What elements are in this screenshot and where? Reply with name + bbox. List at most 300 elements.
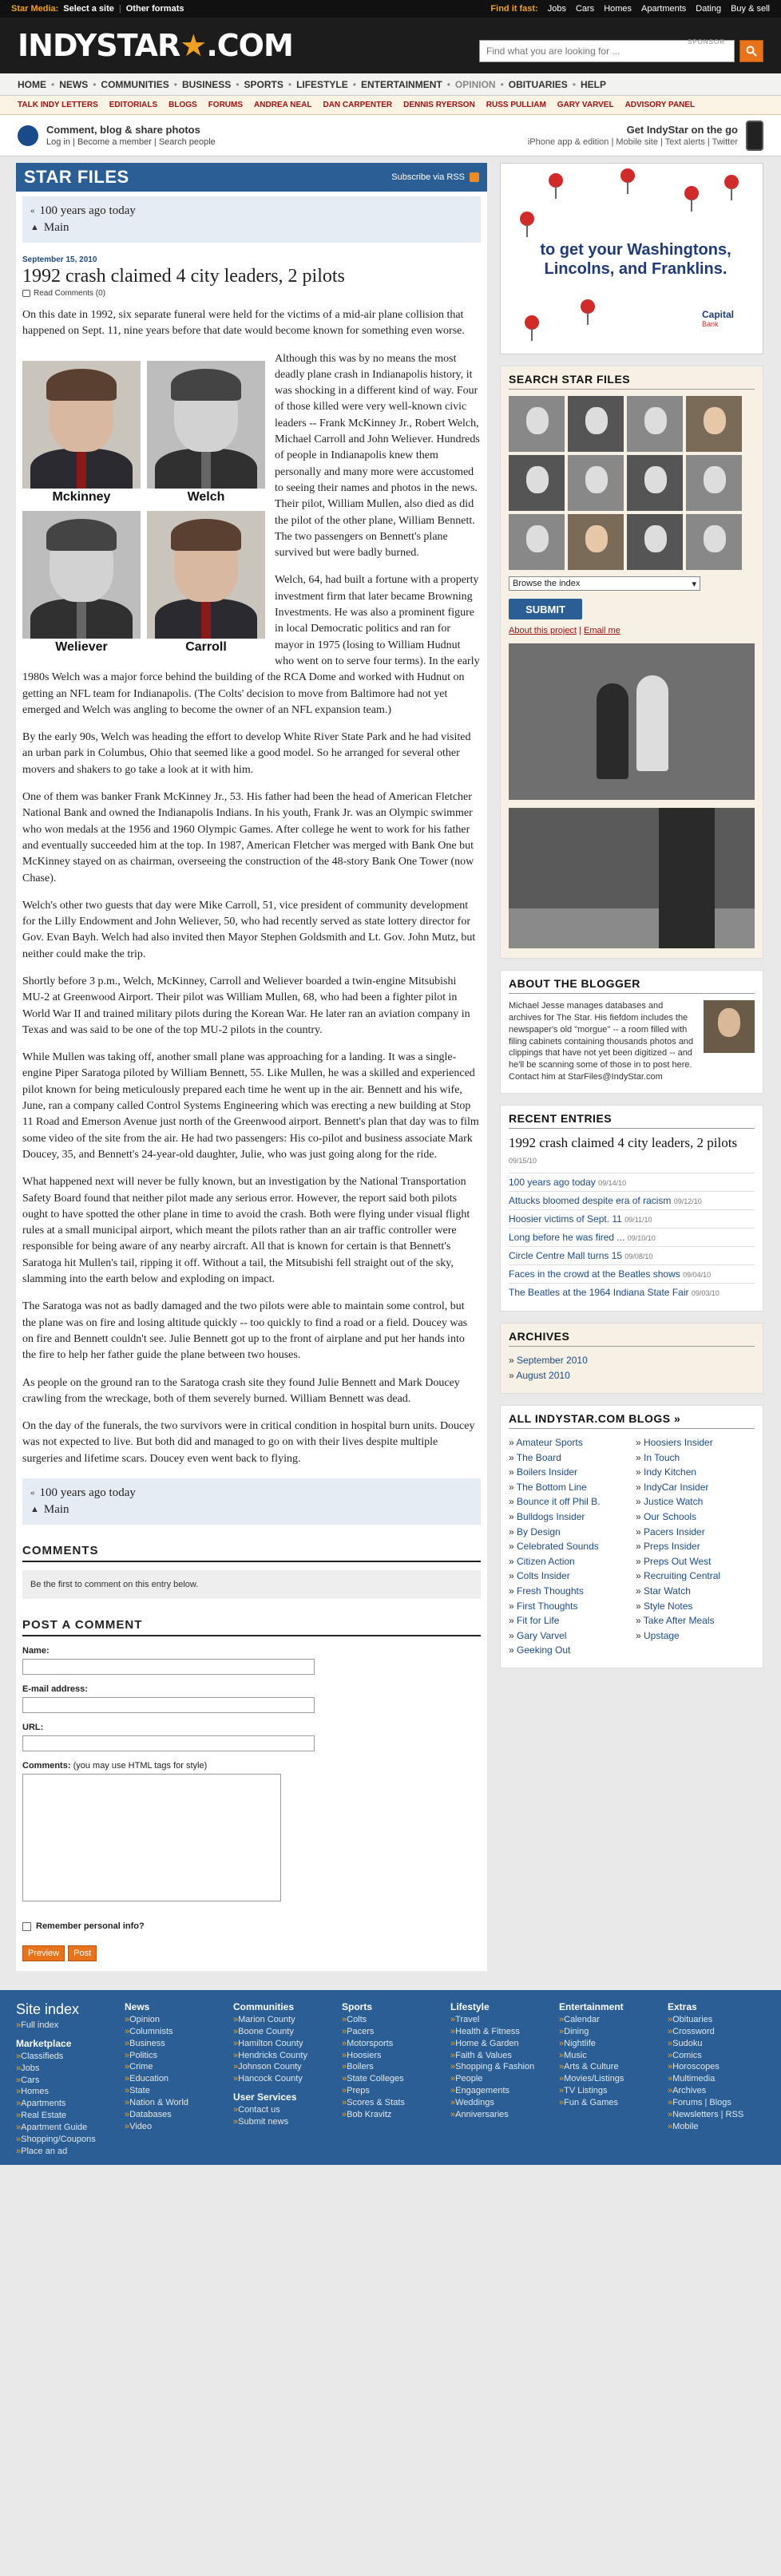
nav-dot: • [446, 78, 450, 90]
sidebar [500, 163, 763, 1971]
nav-obituaries[interactable]: OBITUARIES [508, 78, 568, 90]
select-site-link[interactable]: Select a site [63, 4, 114, 14]
url-label: URL: [22, 1723, 44, 1732]
comments-heading: COMMENTS [22, 1544, 481, 1562]
archive-month-label: September 2010 [517, 1354, 588, 1366]
blogs-right-column [636, 1435, 755, 1658]
footer-link[interactable]: » Submit news [233, 2116, 331, 2128]
blog-link[interactable]: » IndyCar Insider [636, 1481, 709, 1493]
browse-index-select[interactable] [509, 576, 700, 591]
recent-entry-title: Attucks bloomed despite era of racism [509, 1194, 672, 1206]
footer-link[interactable]: » State Colleges [342, 2073, 439, 2085]
footer-col-extras [668, 2001, 765, 2157]
about-the-blogger [500, 970, 763, 1094]
blog-link[interactable]: » Amateur Sports [509, 1437, 583, 1449]
blog-link[interactable]: » Upstage [636, 1629, 680, 1641]
recent-entry-date: 09/10/10 [627, 1233, 656, 1242]
archive-month[interactable]: » August 2010 [509, 1369, 570, 1381]
nav-business[interactable]: BUSINESS [181, 78, 232, 90]
footer-link[interactable]: » Pacers [342, 2026, 439, 2038]
entry-date: September 15, 2010 [22, 255, 97, 264]
top-link-apartments[interactable]: Apartments [641, 4, 687, 14]
subnav-russ-pulliam[interactable]: RUSS PULLIAM [486, 101, 546, 109]
footer-link[interactable]: » Shopping & Fashion [450, 2061, 548, 2073]
footer-link[interactable]: » Columnists [125, 2026, 222, 2038]
archive-thumb[interactable] [568, 514, 624, 570]
blogger-bio: Michael Jesse manages databases and archives for The Star. His fiefdom includes the newspaper's old "morgue" -- a room filled with filing cabinets containing thousands photos and clippings that have not yet been digitized -- and he'll be scanning some of those in to post here. Contact him at StarFiles@IndyStar.com [509, 1001, 694, 1082]
footer-link[interactable]: » Hamilton County [233, 2038, 331, 2050]
blog-link[interactable]: » Preps Insider [636, 1541, 700, 1553]
footer-link[interactable]: » Boilers [342, 2061, 439, 2073]
photo-carroll [147, 511, 265, 655]
blog-link[interactable]: » Style Notes [636, 1600, 693, 1612]
article-paragraph: On the day of the funerals, the two survivors were in critical condition in hospital burn units. Doucey was not expected to live. But both did and managed to go on with their lives despite multiple surgeries and lifetime scars. Doucey even went back to flying. [22, 1420, 475, 1465]
footer-link[interactable]: » Comics [668, 2050, 765, 2062]
archive-thumb[interactable] [509, 396, 565, 452]
main-column [16, 163, 487, 1971]
footer-link[interactable]: » State [125, 2085, 222, 2097]
main-index-link[interactable]: Main [43, 1503, 69, 1516]
recent-entry-featured[interactable] [509, 1135, 755, 1168]
footer-link[interactable]: » TV Listings [559, 2085, 656, 2097]
ad-brand-sub: Bank [701, 320, 719, 328]
archive-thumb[interactable] [686, 396, 742, 452]
footer-link[interactable]: » Archives [668, 2085, 765, 2097]
blog-link[interactable]: » Fit for Life [509, 1615, 560, 1627]
footer-link[interactable]: » Anniversaries [450, 2109, 548, 2121]
footer-link[interactable]: » Multimedia [668, 2073, 765, 2085]
archive-thumb[interactable] [686, 514, 742, 570]
all-blogs-title-text: ALL INDYSTAR.COM BLOGS [509, 1412, 671, 1426]
article-paragraph: The Saratoga was not as badly damaged and the two pilots were able to maintain some control, but the plane was on fire and losing altitude quickly -- too quickly to find a road or a field. Doucey was on fire and Bennett couldn't see. Julie Bennett got up to the front of airplane and put her hands into the fire to help her father guide the plane between two houses. [22, 1300, 468, 1362]
recent-entry-title: Circle Centre Mall turns 15 [509, 1249, 623, 1261]
subnav-andrea-neal[interactable]: ANDREA NEAL [254, 101, 312, 109]
article-paragraph: Shortly before 3 p.m., Welch, McKinney, Carroll and Weliever boarded a twin-engine Mitsubishi MU-2 at Greenwood Airport. Their pilot was William Mullen, 68, who had been a fighter pilot in World War II and trained military pilots during the Korean War. He later ran an aviation company in Texas and was said to be one of the top MU-2 pilots in the country. [22, 975, 470, 1036]
blogs-list [509, 1435, 755, 1658]
no-comments-note: Be the first to comment on this entry below. [22, 1570, 481, 1599]
nav-dot: • [93, 78, 97, 90]
post-comment-heading: POST A COMMENT [22, 1618, 481, 1636]
nav-dot: • [572, 78, 577, 90]
footer-link[interactable]: » Sudoku [668, 2038, 765, 2050]
chevron-down-icon: ▾ [692, 579, 696, 589]
blog-link[interactable]: » Citizen Action [509, 1555, 575, 1567]
footer-col-sports [342, 2001, 439, 2157]
search-star-files [500, 366, 763, 959]
top-link-jobs[interactable]: Jobs [547, 4, 566, 14]
pin-icon [520, 212, 534, 226]
article-paragraph: While Mullen was taking off, another small plane was approaching for a landing. It was a single-engine Piper Saratoga piloted by William Bennett, 55. Like Mullen, he was a skilled and experienced pilot known for being meticulously prepared each time he went up in the air. Bennett and his wife, June, ran a company called Control Systems Engineering which was erecting a new building at Stop 11 Road and Emerson Avenue just north of the Greenwood airport. Bennett's plan that day was to film some video of the site from the air. He had two passengers: His co-pilot and business associate Mark Doucey, 35, and Bennett's 24-year-old daughter, Julie, who was just going along for the ride. [22, 1051, 479, 1161]
top-link-dating[interactable]: Dating [696, 4, 722, 14]
footer-link[interactable]: » Crime [125, 2061, 222, 2073]
footer-link[interactable]: » Apartment Guide [16, 2122, 113, 2134]
nav-dot: • [500, 78, 504, 90]
blogger-info [509, 1000, 755, 1083]
footer-heading: Sports [342, 2001, 373, 2012]
nav-dot: • [236, 78, 240, 90]
article-paragraph: Although this was by no means the most deadly plane crash in Indianapolis history, it was shocking in a different kind of way. Four of those killed were very well-known civic leaders -- Frank McKinney Jr., Robert Welch, Michael Carroll and John Weliever. Hundreds of people in Indianapolis knew them personally and many more were accustomed to seeing their names and photos in the news. Their pilot, William Mullen, also died as did the pilot of the other plane, William Bennett. The two passengers on Bennett's plane survived but were badly burned. [275, 352, 480, 560]
article-paragraph: One of them was banker Frank McKinney Jr., 53. His father had been the head of American Fletcher National Bank and owned the Indianapolis Indians. In his youth, Frank Jr. was an Olympic swimmer who won medals at the 1956 and 1960 Olympic Games. After college he went to work for his father and eventually succeeded him at the top. In 1987, American Fletcher was merged with Bank One but McKinney stayed on as chairman, overseeing the construction of the 48-story Bank One Tower (now Chase). [22, 791, 474, 884]
footer-link[interactable]: » Home & Garden [450, 2038, 548, 2050]
recent-entry[interactable] [509, 1173, 755, 1191]
other-formats-link[interactable]: Other formats [125, 4, 184, 14]
ad-brand: Capital [701, 309, 734, 320]
ad-headline: to get your Washingtons, Lincolns, and Franklins. [540, 241, 731, 278]
footer-link[interactable]: » Engagements [450, 2085, 548, 2097]
pin-icon [549, 173, 563, 188]
footer-heading: Communities [233, 2001, 295, 2012]
search-button[interactable] [739, 40, 763, 62]
rss-label: Subscribe via RSS [391, 172, 465, 182]
footer-link[interactable]: » Marion County [233, 2014, 331, 2026]
archive-thumb[interactable] [509, 455, 565, 511]
site-footer [0, 1990, 781, 2165]
footer-link[interactable]: » Hoosiers [342, 2050, 439, 2062]
photo-mckinney [22, 361, 141, 505]
footer-link[interactable]: » Motorsports [342, 2038, 439, 2050]
footer-link[interactable]: » Contact us [233, 2104, 331, 2116]
footer-link[interactable]: » Homes [16, 2086, 113, 2098]
footer-heading: Marketplace [16, 2037, 72, 2049]
photo-caption: Carroll [185, 639, 227, 654]
archive-thumb[interactable] [509, 514, 565, 570]
archive-month-label: August 2010 [516, 1369, 570, 1381]
footer-col-communities [233, 2001, 331, 2157]
article-paragraph: As people on the ground ran to the Saratoga crash site they found Julie Bennett and Mark Doucey crawling from the wreckage, both of them severely burned. William Bennett was dead. [22, 1376, 460, 1405]
email-field[interactable] [22, 1697, 315, 1713]
footer-link[interactable]: » Education [125, 2073, 222, 2085]
blog-link[interactable]: » Pacers Insider [636, 1525, 705, 1537]
recent-entry[interactable] [509, 1209, 755, 1228]
double-left-arrow-icon: « [30, 1487, 35, 1498]
article-paragraph: Welch's other two guests that day were Mike Carroll, 51, vice president of community development for the Lilly Endowment and John Weliever, 50, who had recently served as state lottery director for Gov. Evan Bayh. Welch had also invited then Mayor Stephen Goldsmith and Lt. Gov. John Mutz, but neither could make the trip. [22, 899, 476, 960]
blog-link[interactable]: » Bulldogs Insider [509, 1511, 585, 1523]
footer-link[interactable]: » Forums | Blogs [668, 2097, 765, 2109]
footer-link[interactable]: » Jobs [16, 2063, 113, 2075]
comments-label-row [22, 1761, 481, 1771]
double-left-arrow-icon: « [30, 205, 35, 216]
victims-photo-grid [22, 361, 265, 655]
photo-caption: Welch [187, 489, 225, 504]
archive-thumb[interactable] [627, 514, 683, 570]
member-links [46, 124, 216, 147]
comment-icon [22, 290, 30, 297]
photo-caption: Mckinney [52, 489, 111, 504]
photo-welch [147, 361, 265, 505]
footer-link[interactable]: » Obituaries [668, 2014, 765, 2026]
portrait-image [22, 511, 141, 639]
footer-link[interactable]: » Weddings [450, 2097, 548, 2109]
blog-link[interactable]: » Indy Kitchen [636, 1466, 697, 1478]
blog-link[interactable]: » Recruiting Central [636, 1570, 721, 1582]
footer-col-lifestyle [450, 2001, 548, 2157]
up-arrow-icon: ▲ [30, 1504, 39, 1514]
recent-entry-title: 100 years ago today [509, 1176, 596, 1188]
footer-link[interactable]: » Nightlife [559, 2038, 656, 2050]
footer-col-entertainment [559, 2001, 656, 2157]
comments-label: Comments: [22, 1761, 71, 1771]
blog-link[interactable]: » Star Watch [636, 1585, 691, 1597]
recent-entry[interactable] [509, 1246, 755, 1264]
form-buttons [22, 1945, 481, 1961]
mobile-promo-links[interactable]: iPhone app & edition | Mobile site | Text alerts | Twitter [527, 137, 738, 147]
footer-link[interactable]: » Music [559, 2050, 656, 2062]
blog-link[interactable]: » Celebrated Sounds [509, 1541, 599, 1553]
recent-entry-date: 09/14/10 [598, 1178, 627, 1187]
footer-link[interactable]: » Movies/Listings [559, 2073, 656, 2085]
top-link-homes[interactable]: Homes [604, 4, 632, 14]
footer-link[interactable]: » Video [125, 2121, 222, 2133]
article-paragraph: By the early 90s, Welch was heading the effort to develop White River State Park and he had visited an urban park in Columbus, Ohio that seemed like a good model. So he arranged for several other movers and shakers to go take a look at it with him. [22, 731, 471, 776]
recent-entry[interactable] [509, 1191, 755, 1209]
nav-sports[interactable]: SPORTS [244, 78, 283, 90]
blog-link[interactable]: » By Design [509, 1525, 561, 1537]
footer-link[interactable]: » Nation & World [125, 2097, 222, 2109]
blog-link[interactable]: » Take After Meals [636, 1615, 715, 1627]
nav-lifestyle[interactable]: LIFESTYLE [296, 78, 348, 90]
blog-link[interactable]: » In Touch [636, 1451, 680, 1463]
blog-link[interactable]: » Bounce it off Phil B. [509, 1496, 601, 1508]
member-title: Comment, blog & share photos [46, 124, 200, 136]
pin-icon [525, 315, 539, 330]
portrait-image [22, 361, 141, 489]
top-link-cars[interactable]: Cars [575, 4, 595, 14]
footer-link[interactable]: » Place an ad [16, 2146, 113, 2158]
figure [636, 675, 668, 771]
footer-link[interactable]: » Arts & Culture [559, 2061, 656, 2073]
footer-col-marketplace [16, 2001, 113, 2157]
top-bar [0, 0, 781, 18]
comment-form [22, 1646, 481, 1961]
footer-heading: Entertainment [559, 2001, 624, 2012]
about-blogger-title: ABOUT THE BLOGGER [509, 977, 755, 994]
archive-thumb[interactable] [686, 455, 742, 511]
url-field[interactable] [22, 1735, 315, 1751]
nav-entertainment[interactable]: ENTERTAINMENT [360, 78, 442, 90]
blog-link[interactable]: » Geeking Out [509, 1644, 571, 1656]
masthead [0, 18, 781, 73]
nav-dot: • [287, 78, 292, 90]
archive-thumb[interactable] [627, 455, 683, 511]
blog-link[interactable]: » Colts Insider [509, 1570, 570, 1582]
blog-link[interactable]: » Justice Watch [636, 1496, 704, 1508]
recent-entry[interactable] [509, 1264, 755, 1283]
subnav-editorials[interactable]: EDITORIALS [109, 101, 158, 109]
pin-icon [684, 186, 699, 200]
sponsor-label: SPONSOR [687, 38, 725, 46]
footer-heading: User Services [233, 2091, 297, 2103]
footer-link[interactable]: » Faith & Values [450, 2050, 548, 2062]
footer-link[interactable]: » Apartments [16, 2098, 113, 2110]
search-icon [746, 46, 757, 57]
rss-icon [470, 172, 479, 182]
article-body [22, 307, 481, 1467]
footer-link[interactable]: » Preps [342, 2085, 439, 2097]
recent-entry-date: 09/04/10 [683, 1270, 712, 1279]
footer-link[interactable]: » Boone County [233, 2026, 331, 2038]
previous-entry-link[interactable]: 100 years ago today [39, 204, 136, 217]
star-icon: ★ [180, 28, 207, 63]
footer-link[interactable]: » Health & Fitness [450, 2026, 548, 2038]
nav-communities[interactable]: COMMUNITIES [101, 78, 169, 90]
blog-link[interactable]: » Hoosiers Insider [636, 1437, 713, 1449]
archives-title: ARCHIVES [509, 1330, 755, 1347]
footer-link[interactable]: » Colts [342, 2014, 439, 2026]
browse-index-value: Browse the index [513, 579, 581, 588]
nav-news[interactable]: NEWS [59, 78, 89, 90]
recent-entry[interactable] [509, 1228, 755, 1246]
footer-link[interactable]: » Scores & Stats [342, 2097, 439, 2109]
submit-button[interactable]: SUBMIT [509, 599, 582, 619]
ad-brand-logo [702, 309, 734, 328]
blog-link[interactable]: » The Bottom Line [509, 1481, 587, 1493]
rss-subscribe-link[interactable] [391, 172, 479, 182]
article-headline: 1992 crash claimed 4 city leaders, 2 pilots [22, 266, 345, 287]
archive-month[interactable]: » September 2010 [509, 1354, 588, 1366]
members-icon [18, 125, 38, 146]
all-blogs-title[interactable]: ALL INDYSTAR.COM BLOGS » [509, 1412, 755, 1429]
article-paragraph: What happened next will never be fully known, but an investigation by the National Transportation Safety Board found that neither pilot made any serious error. However, the report said both pilots ought to have spotted the other plane in time to avoid the crash. Both were flying under visual flight rules at a small municipal airport, which meant the pilots rather than an air traffic controller were responsible for being aware of any nearby aircraft. All that is known for certain is that Bennett's Saratoga hit Mullen's tail, ripping it off. Without a tail, the Mitsubishi fell straight out of the sky, slamming into the earth below and exploding on impact. [22, 1176, 470, 1286]
indystar-logo[interactable] [18, 28, 293, 63]
footer-link[interactable]: » Newsletters | RSS [668, 2109, 765, 2121]
pin-icon [724, 175, 739, 189]
footer-link[interactable]: » Opinion [125, 2014, 222, 2026]
separator: | [118, 4, 121, 14]
recent-entry-title: Faces in the crowd at the Beatles shows [509, 1268, 680, 1280]
nav-opinion[interactable]: OPINION [454, 78, 496, 90]
blog-link[interactable]: » First Thoughts [509, 1600, 578, 1612]
member-login-links[interactable]: Log in | Become a member | Search people [46, 137, 216, 147]
previous-entry-link[interactable]: 100 years ago today [39, 1486, 136, 1499]
footer-heading: Lifestyle [450, 2001, 490, 2012]
comments-textarea[interactable] [22, 1774, 281, 1901]
photo-weliever [22, 511, 141, 655]
article-intro: On this date in 1992, six separate funeral were held for the victims of a mid-air plane collision that happened on Sept. 11, nine years before that date would become known for something even worse. [22, 309, 465, 338]
remember-checkbox[interactable] [22, 1922, 31, 1931]
read-comments-label: Read Comments (0) [34, 289, 106, 298]
footer-link[interactable]: » Hancock County [233, 2073, 331, 2085]
footer-link[interactable]: » Real Estate [16, 2110, 113, 2122]
footer-link[interactable]: » Classifieds [16, 2051, 113, 2063]
archive-photo-dancers [509, 643, 755, 800]
comments-hint: (you may use HTML tags for style) [70, 1761, 208, 1771]
main-index-link[interactable]: Main [43, 221, 69, 234]
full-index-link[interactable]: » Full index [16, 2020, 113, 2032]
find-it-fast [490, 4, 770, 14]
archive-thumb[interactable] [568, 396, 624, 452]
project-links: About this project | Email me [509, 626, 620, 635]
recent-entry-date: 09/03/10 [691, 1288, 720, 1297]
blog-link[interactable]: » Preps Out West [636, 1555, 712, 1567]
email-me-link[interactable]: Email me [583, 626, 620, 635]
archive-thumb[interactable] [568, 455, 624, 511]
figure [597, 683, 628, 779]
footer-col-news [125, 2001, 222, 2157]
footer-link[interactable]: » Dining [559, 2026, 656, 2038]
remember-label: Remember personal info? [36, 1921, 145, 1931]
subnav-dennis-ryerson[interactable]: DENNIS RYERSON [403, 101, 475, 109]
name-field[interactable] [22, 1659, 315, 1675]
subnav-blogs[interactable]: BLOGS [168, 101, 197, 109]
archive-thumb[interactable] [627, 396, 683, 452]
recent-entry-featured-title: 1992 crash claimed 4 city leaders, 2 pilots [509, 1134, 738, 1150]
remember-row [22, 1921, 481, 1931]
recent-entry-date: 09/11/10 [624, 1215, 652, 1224]
footer-link[interactable]: » Horoscopes [668, 2061, 765, 2073]
footer-link[interactable]: » Business [125, 2038, 222, 2050]
footer-link[interactable]: » Hendricks County [233, 2050, 331, 2062]
about-project-link[interactable]: About this project [509, 626, 577, 635]
footer-link[interactable]: » Mobile [668, 2121, 765, 2133]
subnav-forums[interactable]: FORUMS [208, 101, 244, 109]
footer-link[interactable]: » Fun & Games [559, 2097, 656, 2109]
logo-text-b: .COM [206, 28, 293, 63]
top-link-buy-sell[interactable]: Buy & sell [731, 4, 770, 14]
phone-icon [746, 121, 763, 151]
archives [500, 1323, 763, 1394]
blog-link[interactable]: » Fresh Thoughts [509, 1585, 584, 1597]
blog-link[interactable]: » Our Schools [636, 1511, 697, 1523]
nav-dot: • [51, 78, 55, 90]
archive-photo-street [509, 808, 755, 948]
blogger-photo [704, 1000, 755, 1053]
recent-entry-date: 09/15/10 [509, 1157, 537, 1165]
entry-navigation [22, 196, 481, 243]
footer-link[interactable]: » Calendar [559, 2014, 656, 2026]
blog-link[interactable]: » The Board [509, 1451, 561, 1463]
footer-link[interactable]: » Johnson County [233, 2061, 331, 2073]
entry-navigation-bottom [22, 1478, 481, 1525]
nav-help[interactable]: HELP [581, 78, 607, 90]
subnav-gary-varvel[interactable]: GARY VARVEL [557, 101, 614, 109]
footer-link[interactable]: » Crossword [668, 2026, 765, 2038]
recent-entry-title: Long before he was fired ... [509, 1231, 625, 1243]
star-files-title: STAR FILES [24, 167, 129, 187]
pin-icon [620, 168, 635, 183]
footer-link[interactable]: » Politics [125, 2050, 222, 2062]
blog-link[interactable]: » Boilers Insider [509, 1466, 578, 1478]
subnav-talk-indy-letters[interactable]: TALK INDY LETTERS [18, 101, 98, 109]
subnav-advisory-panel[interactable]: ADVISORY PANEL [624, 101, 696, 109]
portrait-image [147, 361, 265, 489]
footer-link[interactable]: » Cars [16, 2075, 113, 2087]
footer-link[interactable]: » Databases [125, 2109, 222, 2121]
post-button[interactable]: Post [68, 1945, 97, 1961]
article-paragraph: Welch, 64, had built a fortune with a property investment firm that later became Browning Investments. He was also a prominent figure in local Democratic politics and ran for mayor in 1975 (losing to William Hudnut who went on to serve four terms). In the early 1980s Welch was a major force behind the building of the RCA Dome and worked with Hudnut on getting an NFL team for Indianapolis. (The Colts' decision to move from Baltimore had not yet emerged and Welch was angling to become the owner of an NFL expansion team.) [22, 574, 480, 716]
email-label: E-mail address: [22, 1684, 88, 1694]
preview-button[interactable]: Preview [22, 1945, 65, 1961]
footer-link[interactable]: » People [450, 2073, 548, 2085]
mobile-promo [528, 121, 763, 151]
nav-dot: • [173, 78, 177, 90]
subnav-dan-carpenter[interactable]: DAN CARPENTER [323, 101, 393, 109]
search-star-files-title: SEARCH STAR FILES [509, 373, 755, 390]
main-nav [0, 73, 781, 96]
nav-home[interactable]: HOME [18, 78, 46, 90]
footer-link[interactable]: » Shopping/Coupons [16, 2134, 113, 2146]
read-comments-link[interactable] [22, 289, 481, 298]
content-area [0, 156, 781, 1971]
photo-caption: Weliever [55, 639, 108, 654]
recent-entries-title: RECENT ENTRIES [509, 1112, 755, 1129]
footer-link[interactable]: » Travel [450, 2014, 548, 2026]
star-files-header [16, 163, 487, 192]
opinion-subnav [0, 96, 781, 115]
footer-link[interactable]: » Bob Kravitz [342, 2109, 439, 2121]
capital-bank-ad[interactable] [500, 163, 763, 354]
blog-link[interactable]: » Gary Varvel [509, 1629, 567, 1641]
recent-entry[interactable] [509, 1283, 755, 1301]
